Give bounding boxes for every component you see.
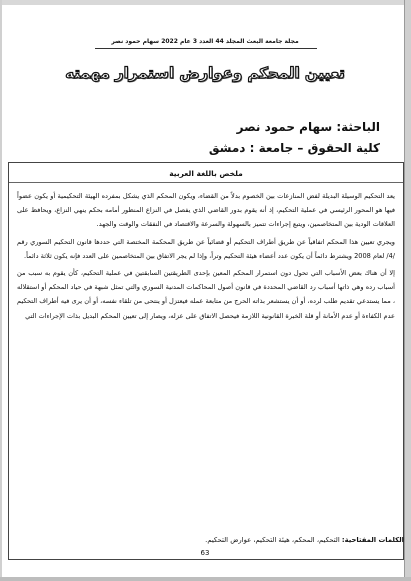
page-number: 63 xyxy=(200,549,210,557)
page-edge-bottom xyxy=(0,577,411,581)
page-edge-left xyxy=(0,0,2,581)
page-edge-right xyxy=(405,0,411,581)
journal-header: مجلة جامعة البعث المجلد 44 العدد 3 عام 2022 سهام حمود نصر xyxy=(111,38,299,45)
keywords-label: الكلمات المفتاحية: xyxy=(341,536,404,544)
keywords-line xyxy=(8,534,404,546)
author-name: الباحثة: سهام حمود نصر xyxy=(236,120,380,134)
abstract-paragraph: يعد التحكيم الوسيلة البديلة لفض المنازعات بين الخصوم بدلاً من القضاء، ويكون المحكم الذي يشكل بمفرده الهيئة التحكيمية أو يكون عضواً فيها هو المحور الرئيسي في عملية التحكيم، إذ أنه يقوم بدور القاضي الذي يفصل في النزاع المنظور أمامه بحكم ينهي النزاع، ويحافظ على العلاقات الودية بين المتخاصمين، ويتبع إجراءات تتميز بالسهولة والسرعة والاقتصاد في النفقات والوقت والجهد. xyxy=(17,192,395,229)
abstract-divider xyxy=(9,182,403,183)
abstract-paragraph: ويجري تعيين هذا المحكم اتفاقياً عن طريق أطراف التحكيم أو قضائياً عن طريق المحكمة المختصة التي حددها قانون التحكيم السوري رقم /4/ لعام 2008 ويشترط دائماً أن يكون عدد أعضاء هيئة التحكيم وتراً، وإذا لم يجر الاتفاق بين المتخاصمين على العدد فإنه يكون ثلاثة دائماً. xyxy=(17,237,395,260)
keywords-text: التحكيم، المحكم، هيئة التحكيم، عوارض التحكيم. xyxy=(205,536,342,544)
author-affiliation: كلية الحقوق – جامعة : دمشق xyxy=(208,141,380,155)
abstract-heading: ملخص باللغة العربية xyxy=(169,169,243,178)
abstract-paragraph: إلا أن هناك بعض الأسباب التي تحول دون استمرار المحكم المعين بإحدى الطريقتين السابقتين في عملية التحكيم، كأن يقوم به سبب من أسباب رده وهي ذاتها أسباب رد القاضي المحددة في قانون أصول المحاكمات المدنية السوري والتي تمثل شبهة في حياد المحكم أو استقلاله ، مما يستدعي تقديم طلب لرده، أو أن يستشعر بذاته الحرج من متابعة عمله فيعتزل أو ينتحى من تلقاء نفسه، أو أن يرى فيه أطراف التحكيم عدم الكفاءة أو عدم الأمانة أو قلة الخبرة القانونية اللازمة فيحصل الاتفاق على عزله، ويصار إلى تعيين المحكم البديل بذات الإجراءات التي xyxy=(17,269,395,320)
header-divider xyxy=(95,48,317,49)
article-title: تعيين المحكم وعوارض استمرار مهمته xyxy=(65,64,345,82)
page-edge-top xyxy=(0,0,411,5)
abstract-box xyxy=(8,162,404,560)
page-edge-right-line xyxy=(404,0,405,581)
